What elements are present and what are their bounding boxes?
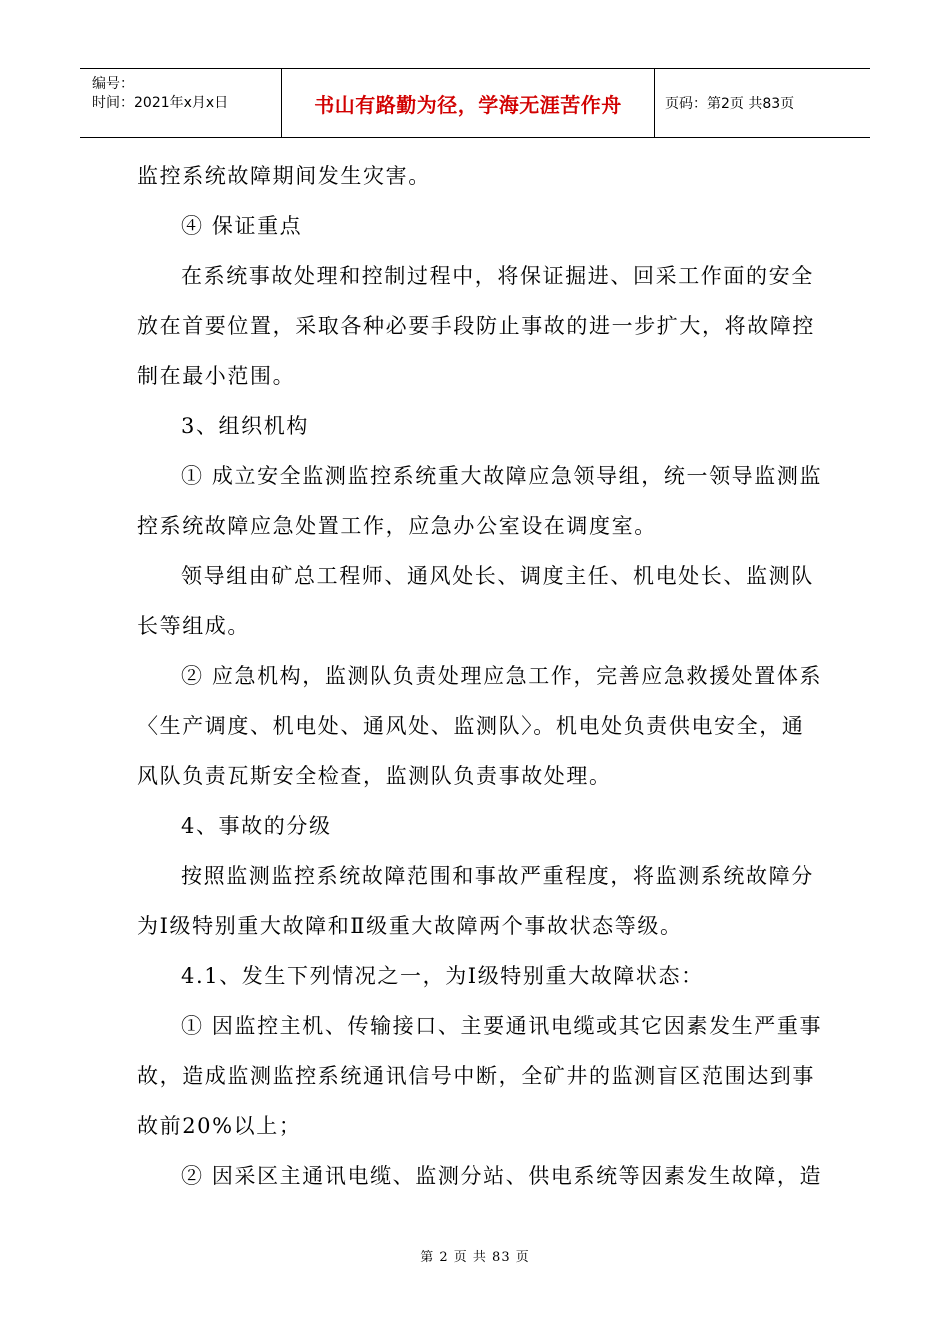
body-line: 4.1、发生下列情况之一，为Ⅰ级特别重大故障状态： [181, 964, 704, 988]
body-line: 制在最小范围。 [137, 364, 296, 388]
body-line: 放在首要位置，采取各种必要手段防止事故的进一步扩大，将故障控 [137, 314, 815, 338]
body-line: 为Ⅰ级特别重大故障和Ⅱ级重大故障两个事故状态等级。 [137, 914, 683, 938]
body-line: 故前20%以上； [137, 1114, 302, 1138]
body-line: ② 应急机构，监测队负责处理应急工作，完善应急救援处置体系 [181, 664, 823, 688]
body-line: 领导组由矿总工程师、通风处长、调度主任、机电处长、监测队 [181, 564, 814, 588]
body-line: 风队负责瓦斯安全检查，监测队负责事故处理。 [137, 764, 612, 788]
page-header [80, 68, 870, 138]
header-motto-cell [282, 69, 655, 137]
body-line: 在系统事故处理和控制过程中，将保证掘进、回采工作面的安全 [181, 264, 814, 288]
body-line: ① 成立安全监测监控系统重大故障应急领导组，统一领导监测监 [181, 464, 823, 488]
body-line: 监控系统故障期间发生灾害。 [137, 164, 431, 188]
body-line: 4、事故的分级 [181, 814, 332, 838]
header-meta [80, 69, 282, 137]
document-number-label: 编号： [92, 76, 134, 92]
header-page-info: 页码：第2页 共83页 [665, 96, 795, 112]
header-motto: 书山有路勤为径，学海无涯苦作舟 [314, 92, 622, 117]
body-line: 控系统故障应急处置工作，应急办公室设在调度室。 [137, 514, 657, 538]
body-line: 故，造成监测监控系统通讯信号中断，全矿井的监测盲区范围达到事 [137, 1064, 815, 1088]
body-line: ④ 保证重点 [181, 214, 303, 238]
body-line: 按照监测监控系统故障范围和事故严重程度，将监测系统故障分 [181, 864, 814, 888]
document-date: 时间：2021年x月x日 [92, 95, 229, 111]
body-line: 〈生产调度、机电处、通风处、监测队〉。机电处负责供电安全，通 [137, 714, 805, 738]
body-line: ① 因监控主机、传输接口、主要通讯电缆或其它因素发生严重事 [181, 1014, 823, 1038]
body-line: 3、组织机构 [181, 414, 309, 438]
page-footer: 第 2 页 共 83 页 [420, 1250, 530, 1265]
body-line: 长等组成。 [137, 614, 250, 638]
body-line: ② 因采区主通讯电缆、监测分站、供电系统等因素发生故障，造 [181, 1164, 823, 1188]
